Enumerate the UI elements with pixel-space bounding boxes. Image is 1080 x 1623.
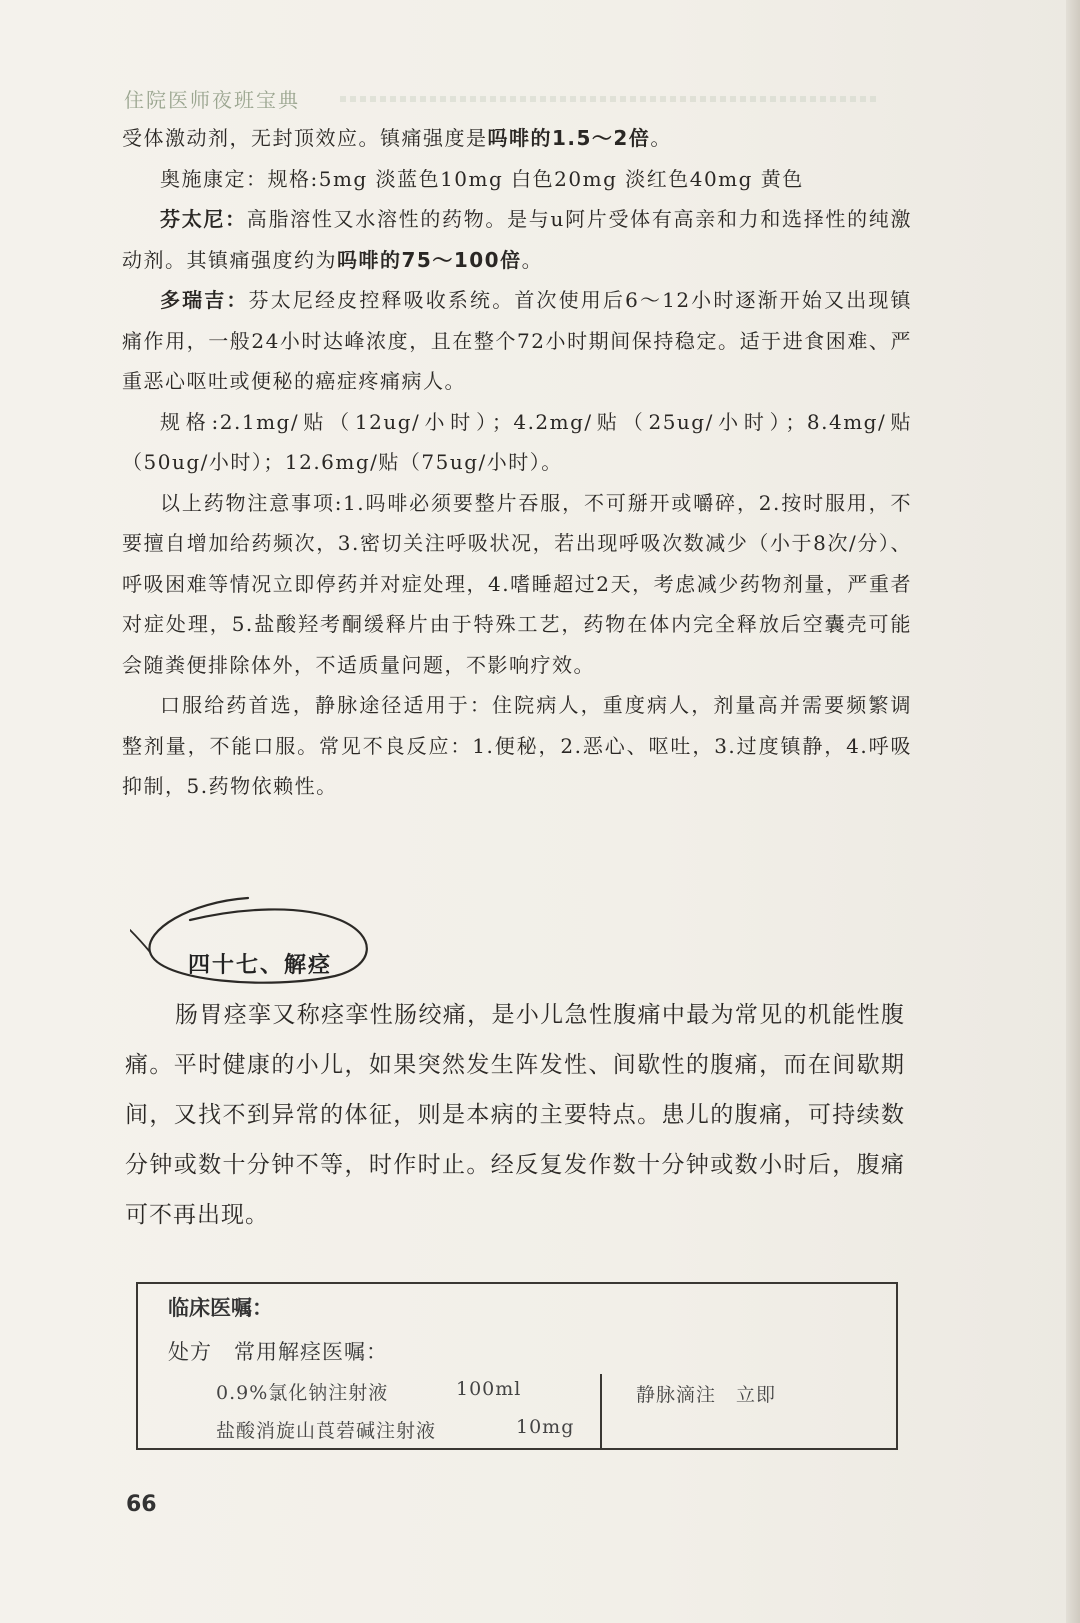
- body-paragraph: [122, 685, 912, 807]
- order-drug: 盐酸消旋山莨菪碱注射液: [216, 1420, 437, 1442]
- page-edge-shadow: [1066, 0, 1080, 1623]
- header-rule: [340, 96, 880, 102]
- order-route: 静脉滴注 立即: [636, 1384, 777, 1406]
- text-run: 。: [650, 126, 672, 150]
- order-dose: 10mg: [516, 1416, 575, 1438]
- body-paragraph: [122, 483, 912, 686]
- running-header: 住院医师夜班宝典: [124, 88, 300, 112]
- orders-subheading: 处方 常用解痉医嘱：: [168, 1340, 388, 1364]
- order-item: [216, 1416, 575, 1443]
- body-paragraph: [122, 280, 912, 402]
- order-dose: 100ml: [456, 1378, 522, 1400]
- bold-term: 芬太尼：: [160, 207, 247, 231]
- bold-term: 吗啡的1.5～2倍: [487, 126, 651, 150]
- section-title: 四十七、解痉: [188, 953, 333, 978]
- text-run: 受体激动剂，无封顶效应。镇痛强度是: [122, 126, 488, 150]
- orders-heading: 临床医嘱：: [168, 1296, 273, 1320]
- hand-drawn-circle: [130, 890, 390, 1000]
- text-run: 高脂溶性又水溶性的药物。是与u阿片受体有高亲和力和选择性的纯激动剂。其镇痛强度约为: [122, 207, 912, 272]
- section-paragraph: 肠胃痉挛又称痉挛性肠绞痛，是小儿急性腹痛中最为常见的机能性腹痛。平时健康的小儿，如果突然发生阵发性、间歇性的腹痛，而在间歇期间，又找不到异常的体征，则是本病的主要特点。患儿的腹痛，可持续数分钟或数十分钟不等，时作时止。经反复发作数十分钟或数小时后，腹痛可不再出现。: [125, 1002, 905, 1228]
- text-run: 口服给药首选，静脉途径适用于：住院病人，重度病人，剂量高并需要频繁调整剂量，不能口服。常见不良反应：1.便秘，2.恶心、呕吐，3.过度镇静，4.呼吸抑制，5.药物依赖性。: [122, 693, 912, 798]
- text-run: 。: [521, 247, 544, 272]
- body-paragraph: [122, 159, 912, 200]
- body-paragraph: [122, 402, 912, 483]
- order-drug: 0.9%氯化钠注射液: [216, 1382, 389, 1404]
- bold-term: 吗啡的75～100倍: [337, 247, 522, 272]
- text-run: 奥施康定：规格:5mg 淡蓝色10mg 白色20mg 淡红色40mg 黄色: [160, 166, 804, 191]
- text-run: 规格:2.1mg/贴（12ug/小时）；4.2mg/贴（25ug/小时）；8.4mg/贴（50ug/小时）；12.6mg/贴（75ug/小时）。: [122, 409, 912, 474]
- bold-term: 多瑞吉：: [160, 288, 249, 312]
- order-item: [216, 1378, 522, 1405]
- orders-divider: [600, 1374, 602, 1450]
- previous-section-text: [122, 118, 912, 807]
- clinical-orders-box: [136, 1282, 898, 1450]
- text-run: 芬太尼经皮控释吸收系统。首次使用后6～12小时逐渐开始又出现镇痛作用，一般24小时达峰浓度，且在整个72小时期间保持稳定。适于进食困难、严重恶心呕吐或便秘的癌症疼痛病人。: [122, 288, 912, 393]
- body-paragraph: [122, 118, 912, 159]
- text-run: 以上药物注意事项:1.吗啡必须要整片吞服，不可掰开或嚼碎，2.按时服用，不要擅自增加给药频次，3.密切关注呼吸状况，若出现呼吸次数减少（小于8次/分）、呼吸困难等情况立即停药并对症处理，4.嗜睡超过2天，考虑减少药物剂量，严重者对症处理，5.盐酸羟考酮缓释片由于特殊工艺，药物在体内完全释放后空囊壳可能会随粪便排除体外，不适质量问题，不影响疗效。: [122, 490, 912, 677]
- body-paragraph: [122, 199, 912, 280]
- page-number: 66: [126, 1492, 157, 1517]
- section-body: [125, 990, 905, 1240]
